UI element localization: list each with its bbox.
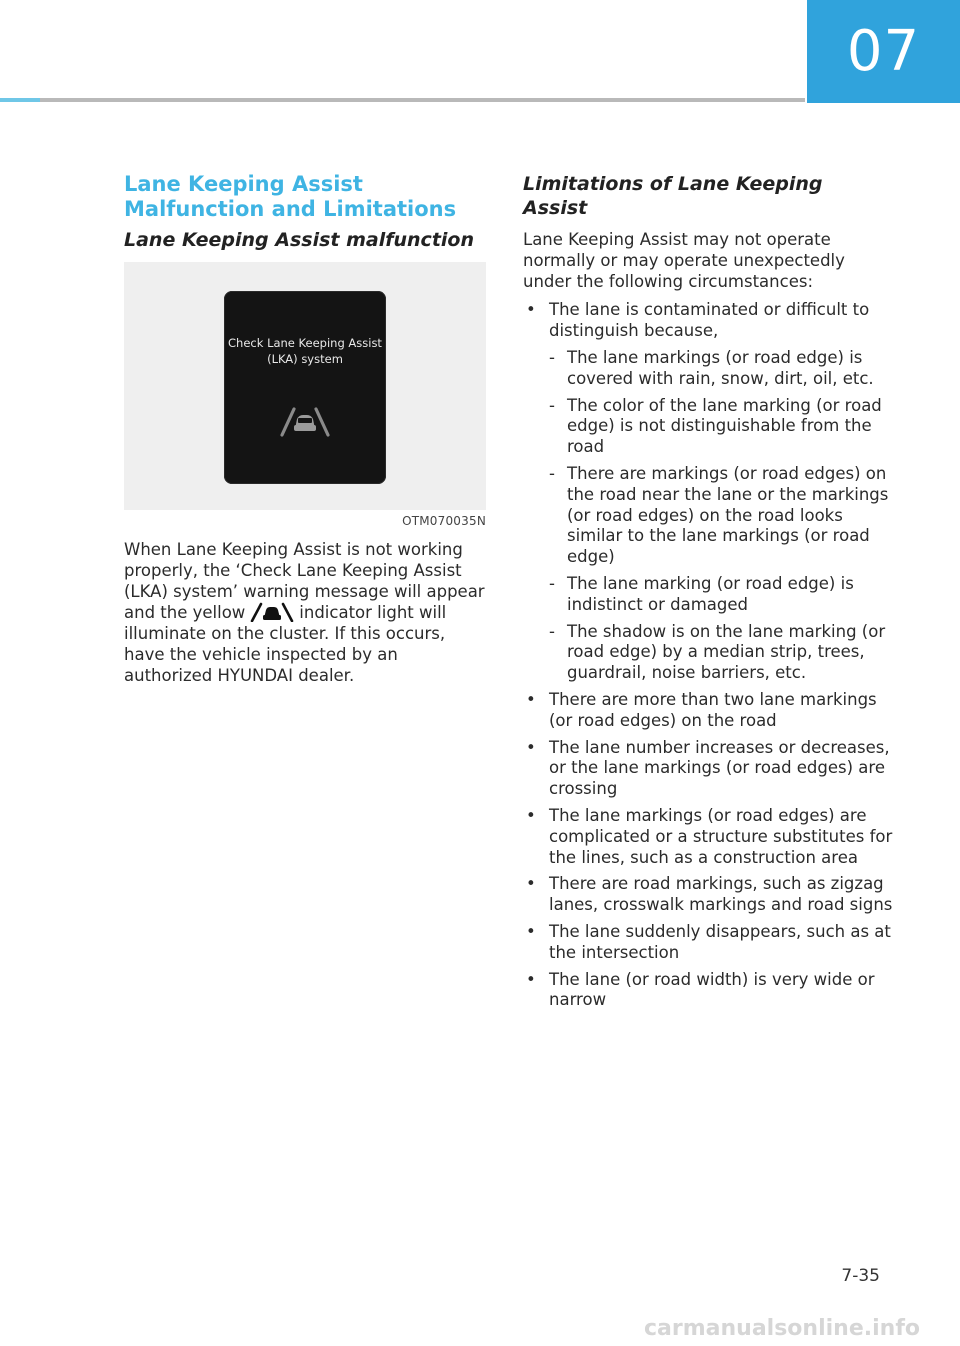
screen-warning-message: Check Lane Keeping Assist (LKA) system bbox=[228, 336, 382, 366]
sub-list-item: - The color of the lane marking (or road edge) is not distinguishable from the road bbox=[549, 396, 893, 458]
cluster-screen bbox=[224, 291, 386, 484]
sub-list-item: - The lane markings (or road edge) is covered with rain, snow, dirt, oil, etc. bbox=[549, 348, 893, 390]
cluster-figure bbox=[124, 262, 486, 510]
list-item: • The lane markings (or road edges) are complicated or a structure substitutes for the lines, such as a construction area bbox=[523, 806, 893, 868]
limitations-subtitle: Limitations of Lane Keeping Assist bbox=[523, 173, 823, 219]
limitations-intro: Lane Keeping Assist may not operate normally or may operate unexpectedly under the following circumstances: bbox=[523, 230, 845, 291]
list-item: • The lane suddenly disappears, such as at the intersection bbox=[523, 922, 893, 964]
paragraph-text-after-icon: indicator light will illuminate on the cluster. If this occurs, have the vehicle inspected by an authorized HYUNDAI dealer. bbox=[124, 603, 447, 685]
page-number: 7-35 bbox=[841, 1266, 880, 1286]
watermark: carmanualsonline.info bbox=[644, 1316, 920, 1341]
sub-list-item: - The shadow is on the lane marking (or road edge) by a median strip, trees, guardrail, noise barriers, etc. bbox=[549, 622, 893, 684]
lane-keeping-indicator-icon bbox=[249, 602, 295, 622]
left-column bbox=[124, 172, 486, 687]
list-item: • There are road markings, such as zigzag lanes, crosswalk markings and road signs bbox=[523, 874, 893, 916]
sub-list bbox=[549, 348, 893, 684]
lane-keeping-car-icon bbox=[276, 403, 334, 437]
figure-code: OTM070035N bbox=[402, 514, 486, 528]
list-item: • There are more than two lane markings (or road edges) on the road bbox=[523, 690, 893, 732]
list-item bbox=[523, 300, 893, 684]
list-item-text: The lane is contaminated or difficult to distinguish because, bbox=[549, 300, 870, 341]
list-item: • The lane (or road width) is very wide or narrow bbox=[523, 970, 893, 1012]
sub-list-item: - There are markings (or road edges) on the road near the lane or the markings (or road edges) on the road looks similar to the lane markings (or road edge) bbox=[549, 464, 893, 568]
header-rule-accent bbox=[0, 98, 40, 102]
malfunction-paragraph bbox=[124, 540, 486, 687]
malfunction-subtitle: Lane Keeping Assist malfunction bbox=[124, 229, 474, 251]
paragraph-text-before-icon: When Lane Keeping Assist is not working properly, the ‘Check Lane Keeping Assist (LKA) system’ warning message will appear and the yellow bbox=[124, 540, 485, 623]
chapter-number: 07 bbox=[807, 0, 960, 103]
right-column bbox=[523, 172, 893, 1017]
limitations-list bbox=[523, 300, 893, 1011]
header-rule bbox=[0, 98, 805, 102]
list-item: • The lane number increases or decreases, or the lane markings (or road edges) are crossing bbox=[523, 738, 893, 800]
sub-list-item: - The lane marking (or road edge) is indistinct or damaged bbox=[549, 574, 893, 616]
section-title: Lane Keeping Assist Malfunction and Limitations bbox=[124, 172, 457, 221]
